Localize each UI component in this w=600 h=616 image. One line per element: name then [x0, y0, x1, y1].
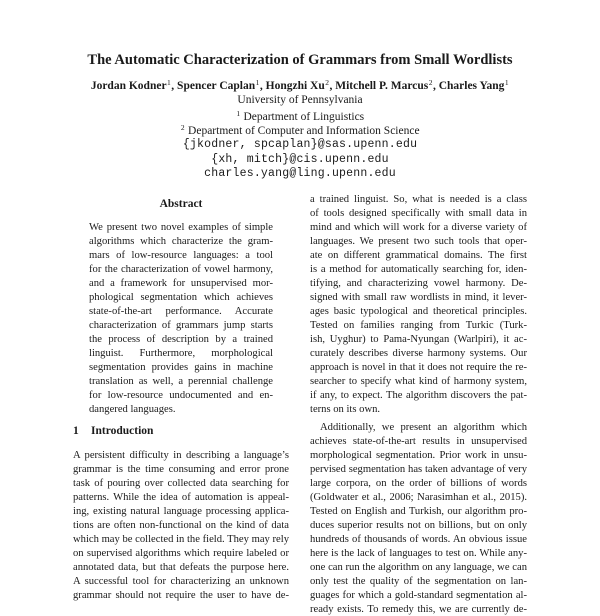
body-line: of tools designed specifically with small data in	[310, 208, 527, 219]
email-line: charles.yang@ling.upenn.edu	[204, 167, 396, 180]
body-line: ate on different grammatical domains. The first	[310, 250, 527, 261]
body-line: pervised segmentation has taken advantage of very	[310, 464, 527, 475]
body-line: searcher to specify what kind of harmony system,	[310, 376, 527, 387]
body-line: A persistent difficulty in describing a language’s	[73, 450, 289, 461]
author-affiliation-mark: 2	[428, 78, 433, 87]
body-line: languages. We present two such tools that oper-	[310, 236, 527, 247]
author-name: Hongzhi Xu	[265, 80, 325, 92]
abstract-line: dangered languages.	[89, 404, 176, 415]
author-name: Mitchell P. Marcus	[335, 80, 429, 92]
author-affiliation-mark: 1	[255, 78, 260, 87]
affiliation-mark: 2	[180, 123, 185, 132]
body-line: signed with small raw wordlists in mind, it lever-	[310, 292, 527, 303]
body-line: if any, to expect. The algorithm discovers the pat-	[310, 390, 527, 401]
body-line: mind and which will work for a diverse variety of	[310, 222, 527, 233]
body-line: morphological segmentation. Prior work in unsu-	[310, 450, 527, 461]
body-line: is a method for automatically searching for, iden-	[310, 264, 527, 275]
body-line: tifying, and characterizing vowel harmony. De-	[310, 278, 527, 289]
abstract-line: segmentation provides gains in machine	[89, 362, 273, 373]
section-heading	[73, 425, 153, 437]
abstract-line: linguist. Furthermore, morphological	[89, 348, 273, 359]
abstract-line: for the characterization of vowel harmony,	[89, 264, 273, 275]
body-line: ready exists. To remedy this, we are currently de-	[310, 604, 527, 615]
abstract-heading: Abstract	[159, 198, 203, 210]
abstract-line: algorithms which characterize the gram-	[89, 236, 273, 247]
body-line: Tested on English and Turkish, our algorithm pro-	[310, 506, 527, 517]
body-line: only test the quality of the segmentation on lan-	[310, 576, 527, 587]
body-line: one can run the algorithm on any language, we can	[310, 562, 527, 573]
department-affiliation-2	[0, 123, 600, 137]
affiliation-mark: 1	[236, 109, 241, 118]
abstract-line: translation as well, a perennial challenge	[89, 376, 273, 387]
body-line: Tested on families ranging from Turkic (Turk-	[310, 320, 527, 331]
body-line: ish, Uyghur) to Pama-Nyungan (Warlpiri), it ac-	[310, 334, 527, 345]
email-line: {jkodner, spcaplan}@sas.upenn.edu	[182, 138, 418, 151]
author-affiliation-mark: 1	[504, 78, 509, 87]
body-line: curately describes diverse harmony systems. Our	[310, 348, 527, 359]
body-line: large corpora, on the order of billions of words	[310, 478, 527, 489]
body-line: here is the lack of languages to test on. While any-	[310, 548, 527, 559]
author-affiliation-mark: 2	[325, 78, 329, 87]
section-number: 1	[73, 425, 79, 437]
body-line: (Goldwater et al., 2006; Narasimhan et al., 2015).	[310, 492, 527, 503]
body-line: on supervised algorithms which require labeled or	[73, 548, 289, 559]
department-name: Department of Linguistics	[243, 111, 365, 123]
body-line: grammar is the time consuming and error prone	[73, 464, 289, 475]
body-line: tions are often non-functional on the kind of data	[73, 520, 289, 531]
body-line: ages basic typological and theoretical principles.	[310, 306, 527, 317]
abstract-line: and a framework for unsupervised mor-	[89, 278, 273, 289]
abstract-line: characterization of grammars jump starts	[89, 320, 273, 331]
author-name: Spencer Caplan	[177, 80, 256, 92]
abstract-line: phological segmentation which achieves	[89, 292, 273, 303]
body-line: task of pouring over collected data searching for	[73, 478, 289, 489]
university-affiliation: University of Pennsylvania	[237, 94, 363, 106]
body-line: guages for which a gold-standard segmentation al-	[310, 590, 527, 601]
body-line: Additionally, we present an algorithm which	[320, 422, 527, 433]
body-line: A successful tool for characterizing an unknown	[73, 576, 289, 587]
body-line: annotated data, but that defeats the purpose here.	[73, 562, 289, 573]
author-list: Jordan Kodner$^1$, Spencer Caplan$^1$, Hongzhi Xu$^2$, Mitchell P. Marcus$^2$, Charles Yang$^1$	[90, 78, 509, 92]
body-line: terns on its own.	[310, 404, 381, 415]
email-line: {xh, mitch}@cis.upenn.edu	[211, 153, 389, 166]
abstract-line: mars of low-resource languages: a tool	[89, 250, 273, 261]
author-affiliation-mark: 1	[167, 78, 171, 87]
body-line: approach is novel in that it does not require the re-	[310, 362, 527, 373]
department-affiliation-1	[0, 109, 600, 123]
body-line: which may be collected in the field. They may rely	[73, 534, 289, 545]
abstract-line: state-of-the-art performance. Accurate	[89, 306, 273, 317]
body-line: hundreds of thousands of words. An obvious issue	[310, 534, 527, 545]
abstract-line: the process of description by a trained	[89, 334, 273, 345]
abstract-line: We present two novel examples of simple	[89, 222, 273, 233]
paper-title: The Automatic Characterization of Grammars from Small Wordlists	[87, 52, 513, 68]
body-line: patterns. While the idea of automation is appeal-	[73, 492, 289, 503]
author-name: Charles Yang	[438, 80, 505, 92]
body-line: a trained linguist. So, what is needed is a class	[310, 194, 527, 205]
body-line: duces superior results not on billions, but on only	[310, 520, 527, 531]
section-title: Introduction	[91, 425, 154, 437]
department-name: Department of Computer and Information Science	[188, 125, 420, 137]
body-line: ing, existing natural language processing applica-	[73, 506, 289, 517]
abstract-line: for low-resource undocumented and en-	[89, 390, 273, 401]
body-line: grammar should not require the user to have de-	[73, 590, 289, 601]
author-name: Jordan Kodner	[90, 80, 167, 92]
body-line: achieves state-of-the-art results in unsupervised	[310, 436, 527, 447]
